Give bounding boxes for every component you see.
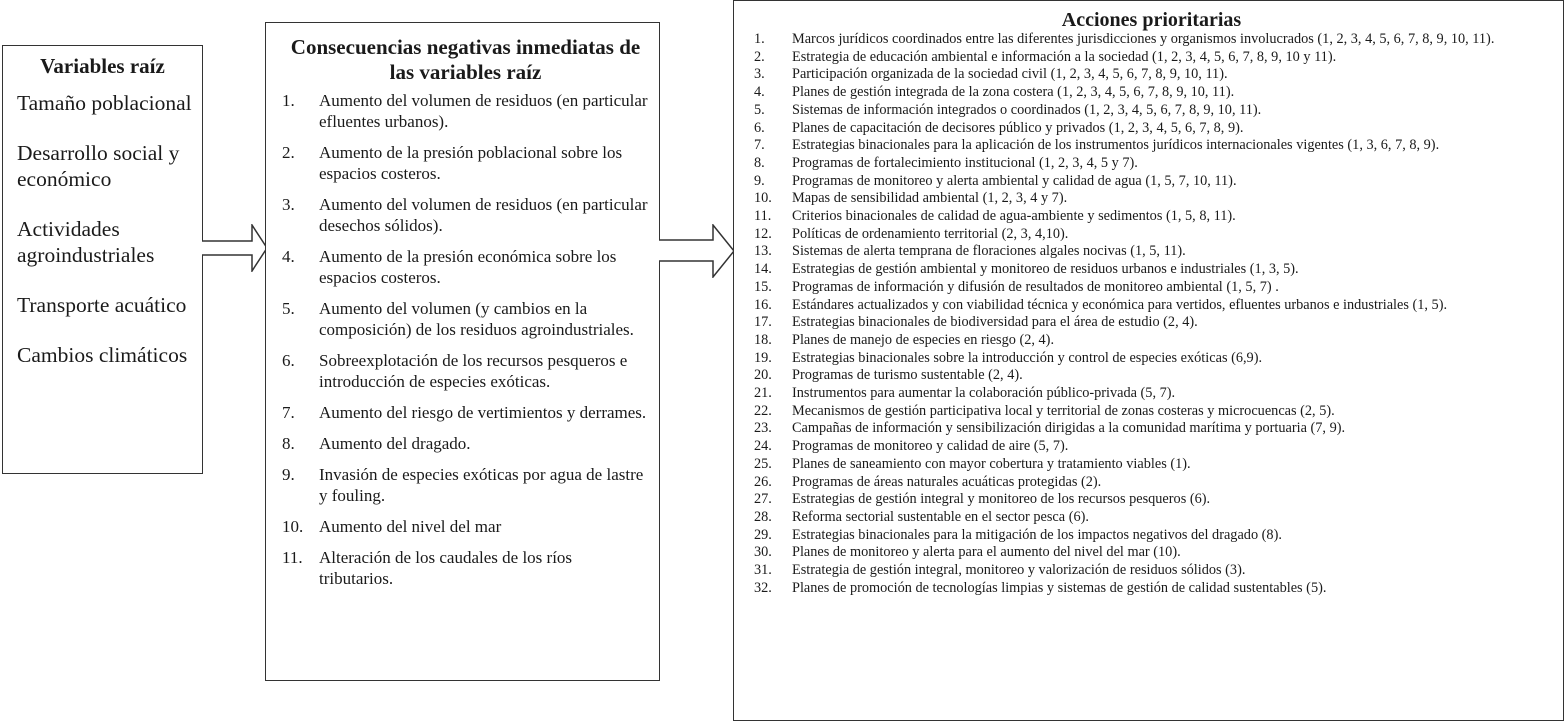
priority-action-item: 2. Estrategia de educación ambiental e información a la sociedad (1, 2, 3, 4, 5, 6, 7, 8, 9, 10 y 11).: [754, 48, 1337, 65]
consequences-box: [265, 22, 660, 681]
consequence-item: 2. Aumento de la presión poblacional sobre los espacios costeros.: [282, 143, 623, 183]
consequence-item: 10. Aumento del nivel del mar: [282, 517, 502, 536]
consequences-title: Consecuencias negativas inmediatas de las variables raíz: [290, 35, 641, 84]
priority-actions-title: Acciones prioritarias: [1061, 9, 1242, 31]
consequence-item: 11. Alteración de los caudales de los ríos tributarios.: [282, 548, 573, 588]
consequence-item: 6. Sobreexplotación de los recursos pesqueros e introducción de especies exóticas.: [282, 351, 628, 391]
priority-action-item: 7. Estrategias binacionales para la aplicación de los instrumentos jurídicos internacionales vigentes (1, 3, 6, 7, 8, 9).: [754, 137, 1440, 154]
consequence-item: 5. Aumento del volumen (y cambios en la composición) de los residuos agroindustriales.: [282, 299, 634, 339]
priority-actions-list: [754, 31, 1549, 598]
priority-action-item: 20. Programas de turismo sustentable (2, 4).: [754, 367, 1023, 384]
root-variable-item: Transporte acuático: [17, 293, 187, 317]
priority-action-item: 4. Planes de gestión integrada de la zona costera (1, 2, 3, 4, 5, 6, 7, 8, 9, 10, 11).: [754, 84, 1235, 101]
priority-action-item: 5. Sistemas de información integrados o coordinados (1, 2, 3, 4, 5, 6, 7, 8, 9, 10, 11).: [754, 101, 1262, 118]
priority-action-item: 28. Reforma sectorial sustentable en el sector pesca (6).: [754, 508, 1089, 525]
consequence-item: 7. Aumento del riesgo de vertimientos y derrames.: [282, 403, 647, 422]
priority-action-item: 29. Estrategias binacionales para la mitigación de los impactos negativos del dragado (8).: [754, 526, 1282, 543]
priority-action-item: 16. Estándares actualizados y con viabilidad técnica y económica para vertidos, efluentes urbanos e industriales (1, 5).: [754, 296, 1448, 313]
consequence-item: 4. Aumento de la presión económica sobre los espacios costeros.: [282, 247, 617, 287]
priority-action-item: 18. Planes de manejo de especies en riesgo (2, 4).: [754, 331, 1055, 348]
priority-action-item: 14. Estrategias de gestión ambiental y monitoreo de residuos urbanos e industriales (1, 3, 5).: [754, 261, 1299, 278]
root-variable-item: Cambios climáticos: [17, 343, 188, 367]
root-variables-box: [2, 45, 203, 474]
priority-action-item: 1. Marcos jurídicos coordinados entre las diferentes jurisdicciones y organismos involucrados (1, 2, 3, 4, 5, 6, 7, 8, 9, 10, 11).: [754, 31, 1495, 47]
root-variable-item: Tamaño poblacional: [17, 91, 192, 115]
priority-action-item: 31. Estrategia de gestión integral, monitoreo y valorización de residuos sólidos (3).: [754, 562, 1246, 579]
priority-action-item: 17. Estrategias binacionales de biodiversidad para el área de estudio (2, 4).: [754, 314, 1198, 331]
priority-action-item: 8. Programas de fortalecimiento institucional (1, 2, 3, 4, 5 y 7).: [754, 154, 1138, 171]
priority-action-item: 19. Estrategias binacionales sobre la introducción y control de especies exóticas (6,9).: [754, 349, 1263, 366]
priority-actions-box: [733, 0, 1564, 721]
priority-action-item: 12. Políticas de ordenamiento territorial (2, 3, 4,10).: [754, 225, 1069, 242]
priority-action-item: 9. Programas de monitoreo y alerta ambiental y calidad de agua (1, 5, 7, 10, 11).: [754, 172, 1237, 189]
priority-action-item: 23. Campañas de información y sensibilización dirigidas a la comunidad marítima y portuaria (7, 9).: [754, 420, 1346, 437]
priority-action-item: 25. Planes de saneamiento con mayor cobertura y tratamiento viables (1).: [754, 455, 1191, 472]
priority-action-item: 15. Programas de información y difusión de resultados de monitoreo ambiental (1, 5, 7) .: [754, 278, 1279, 295]
priority-action-item: 27. Estrategias de gestión integral y monitoreo de los recursos pesqueros (6).: [754, 491, 1211, 508]
priority-action-item: 13. Sistemas de alerta temprana de floraciones algales nocivas (1, 5, 11).: [754, 243, 1186, 260]
consequences-list: [282, 90, 649, 589]
arrow-right-icon: [659, 224, 735, 278]
root-variables-title: Variables raíz: [40, 54, 165, 78]
consequence-item: 8. Aumento del dragado.: [282, 434, 471, 453]
priority-action-item: 26. Programas de áreas naturales acuáticas protegidas (2).: [754, 473, 1102, 490]
root-variable-item: Desarrollo social y económico: [17, 141, 180, 191]
priority-action-item: 11. Criterios binacionales de calidad de agua-ambiente y sedimentos (1, 5, 8, 11).: [754, 208, 1236, 225]
priority-action-item: 32. Planes de promoción de tecnologías limpias y sistemas de gestión de calidad sustentables (5).: [754, 579, 1327, 596]
priority-action-item: 30. Planes de monitoreo y alerta para el aumento del nivel del mar (10).: [754, 544, 1181, 561]
arrow-right-icon: [202, 224, 268, 272]
priority-action-item: 10. Mapas de sensibilidad ambiental (1, 2, 3, 4 y 7).: [754, 190, 1068, 207]
consequence-item: 3. Aumento del volumen de residuos (en particular desechos sólidos).: [282, 195, 648, 235]
priority-action-item: 22. Mecanismos de gestión participativa local y territorial de zonas costeras y microcuencas (2, 5).: [754, 402, 1335, 419]
priority-action-item: 24. Programas de monitoreo y calidad de aire (5, 7).: [754, 438, 1069, 455]
root-variable-item: Actividades agroindustriales: [17, 217, 155, 267]
consequence-item: 1. Aumento del volumen de residuos (en particular efluentes urbanos).: [282, 91, 648, 131]
priority-action-item: 6. Planes de capacitación de decisores público y privados (1, 2, 3, 4, 5, 6, 7, 8, 9).: [754, 119, 1244, 136]
priority-action-item: 21. Instrumentos para aumentar la colaboración público-privada (5, 7).: [754, 385, 1176, 402]
consequence-item: 9. Invasión de especies exóticas por agua de lastre y fouling.: [282, 465, 644, 505]
priority-action-item: 3. Participación organizada de la sociedad civil (1, 2, 3, 4, 5, 6, 7, 8, 9, 10, 11).: [754, 66, 1228, 83]
